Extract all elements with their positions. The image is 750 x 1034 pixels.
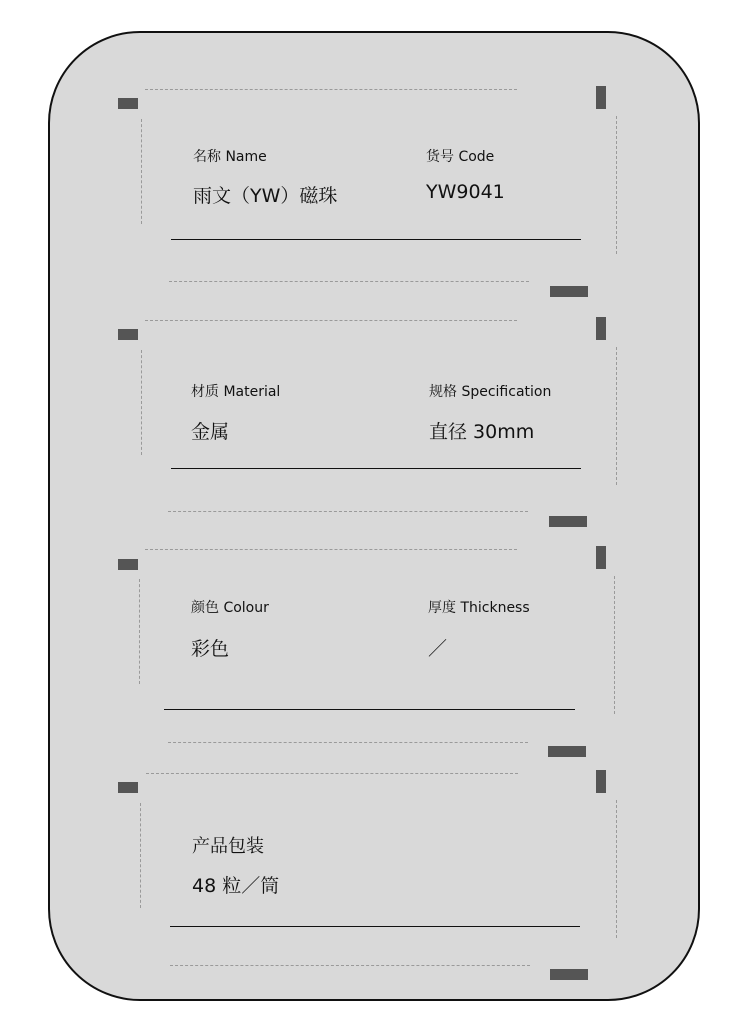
material-label: 材质 Material	[191, 384, 281, 400]
corner-mark	[550, 286, 588, 297]
dashed-line-top	[145, 320, 517, 321]
underline	[164, 709, 575, 710]
dashed-line-bottom	[170, 965, 530, 966]
colour-value: 彩色	[191, 638, 230, 660]
corner-mark	[596, 546, 606, 569]
dashed-line-left	[140, 803, 141, 908]
corner-mark	[118, 98, 138, 109]
name-label: 名称 Name	[193, 149, 267, 165]
code-value: YW9041	[426, 181, 505, 203]
dashed-line-bottom	[168, 511, 528, 512]
dashed-line-top	[145, 549, 517, 550]
section-packaging	[0, 770, 750, 1000]
underline	[170, 926, 580, 927]
section-material-spec	[0, 317, 750, 547]
corner-mark	[118, 329, 138, 340]
dashed-line-bottom	[168, 742, 528, 743]
dashed-line-left	[139, 579, 140, 684]
dashed-line-bottom	[169, 281, 529, 282]
corner-mark	[118, 782, 138, 793]
material-value: 金属	[191, 421, 230, 443]
spec-label: 规格 Specification	[429, 384, 552, 400]
code-label: 货号 Code	[426, 149, 495, 165]
corner-mark	[596, 317, 606, 340]
dashed-line-top	[146, 773, 518, 774]
corner-mark	[549, 516, 587, 527]
section-colour-thickness	[0, 546, 750, 776]
corner-mark	[550, 969, 588, 980]
spec-value: 直径 30mm	[429, 421, 535, 443]
dashed-line-right	[614, 576, 615, 714]
name-value: 雨文（YW）磁珠	[193, 185, 338, 207]
packaging-label: 产品包装	[192, 836, 264, 857]
underline	[171, 468, 581, 469]
corner-mark	[596, 770, 606, 793]
corner-mark	[118, 559, 138, 570]
dashed-line-top	[145, 89, 517, 90]
corner-mark	[548, 746, 586, 757]
dashed-line-left	[141, 350, 142, 455]
packaging-value: 48 粒／筒	[192, 875, 280, 897]
dashed-line-right	[616, 116, 617, 254]
underline	[171, 239, 581, 240]
dashed-line-right	[616, 800, 617, 938]
dashed-line-left	[141, 119, 142, 224]
dashed-line-right	[616, 347, 617, 485]
section-name-code	[0, 86, 750, 316]
thickness-label: 厚度 Thickness	[428, 600, 530, 616]
corner-mark	[596, 86, 606, 109]
colour-label: 颜色 Colour	[191, 600, 269, 616]
thickness-value: ／	[428, 638, 448, 660]
